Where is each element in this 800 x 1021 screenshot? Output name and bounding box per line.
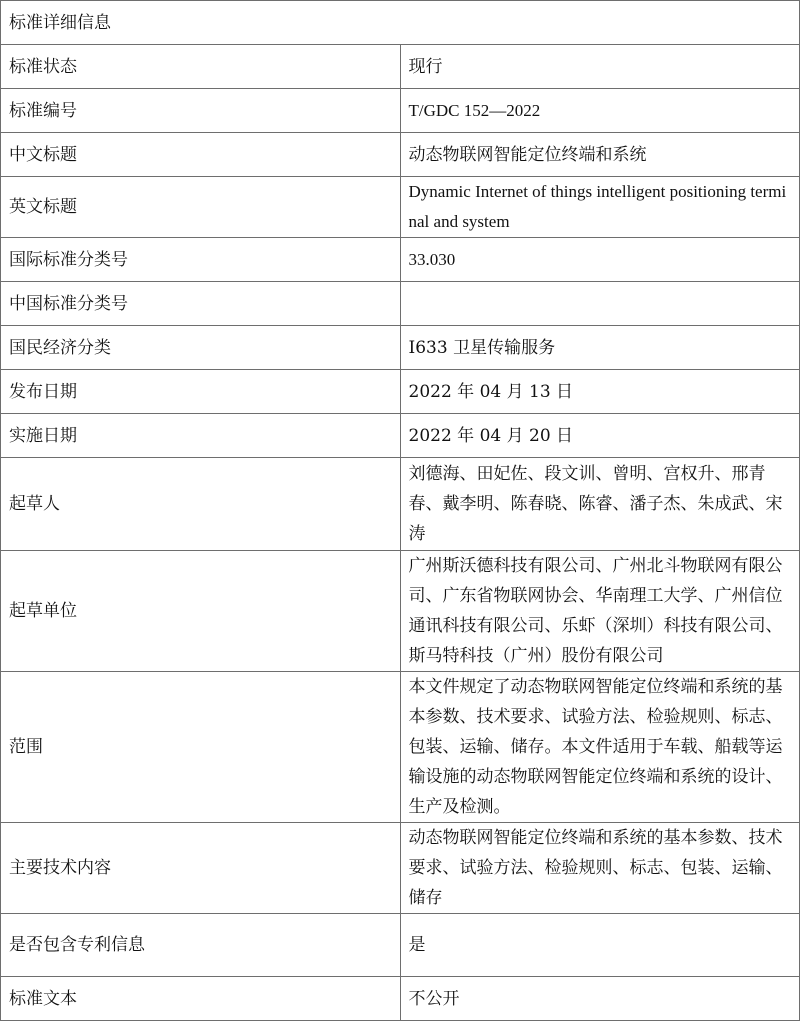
row-value-publish-date: 2022 年 04 月 13 日	[400, 370, 800, 414]
table-row	[1, 282, 800, 326]
table-row	[1, 326, 800, 370]
table-row	[1, 551, 800, 672]
row-label-ics: 国际标准分类号	[1, 238, 401, 282]
table-row	[1, 370, 800, 414]
table-row	[1, 133, 800, 177]
row-value-main-content: 动态物联网智能定位终端和系统的基本参数、技术要求、试验方法、检验规则、标志、包装、运输、储存	[400, 823, 800, 914]
row-label-chinese-title: 中文标题	[1, 133, 401, 177]
row-value-english-title: Dynamic Internet of things intelligent positioning terminal and system	[400, 177, 800, 238]
table-row	[1, 914, 800, 977]
table-row	[1, 414, 800, 458]
table-row	[1, 89, 800, 133]
row-value-effective-date: 2022 年 04 月 20 日	[400, 414, 800, 458]
row-label-ccs: 中国标准分类号	[1, 282, 401, 326]
table-title: 标准详细信息	[1, 1, 800, 45]
row-label-drafters: 起草人	[1, 458, 401, 551]
row-label-effective-date: 实施日期	[1, 414, 401, 458]
row-value-ccs	[400, 282, 800, 326]
row-value-drafting-units: 广州斯沃德科技有限公司、广州北斗物联网有限公司、广东省物联网协会、华南理工大学、广州信位通讯科技有限公司、乐虾（深圳）科技有限公司、斯马特科技（广州）股份有限公司	[400, 551, 800, 672]
row-label-number: 标准编号	[1, 89, 401, 133]
row-value-ics: 33.030	[400, 238, 800, 282]
row-value-patent: 是	[400, 914, 800, 977]
row-label-status: 标准状态	[1, 45, 401, 89]
row-value-scope: 本文件规定了动态物联网智能定位终端和系统的基本参数、技术要求、试验方法、检验规则、标志、包装、运输、储存。本文件适用于车载、船载等运输设施的动态物联网智能定位终端和系统的设计、生产及检测。	[400, 672, 800, 823]
table-row	[1, 238, 800, 282]
row-value-standard-text: 不公开	[400, 977, 800, 1021]
row-label-economic-class: 国民经济分类	[1, 326, 401, 370]
table-row	[1, 458, 800, 551]
row-value-economic-class: I633 卫星传输服务	[400, 326, 800, 370]
row-label-main-content: 主要技术内容	[1, 823, 401, 914]
row-value-drafters: 刘德海、田妃佐、段文训、曾明、宫权升、邢青春、戴李明、陈春晓、陈睿、潘子杰、朱成武、宋涛	[400, 458, 800, 551]
row-label-publish-date: 发布日期	[1, 370, 401, 414]
row-value-number: T/GDC 152—2022	[400, 89, 800, 133]
table-row	[1, 977, 800, 1021]
row-label-patent: 是否包含专利信息	[1, 914, 401, 977]
table-row	[1, 177, 800, 238]
table-row	[1, 45, 800, 89]
table-row	[1, 672, 800, 823]
row-label-drafting-units: 起草单位	[1, 551, 401, 672]
row-value-chinese-title: 动态物联网智能定位终端和系统	[400, 133, 800, 177]
row-label-scope: 范围	[1, 672, 401, 823]
table-title-row	[1, 1, 800, 45]
row-value-status: 现行	[400, 45, 800, 89]
row-label-standard-text: 标准文本	[1, 977, 401, 1021]
row-label-english-title: 英文标题	[1, 177, 401, 238]
